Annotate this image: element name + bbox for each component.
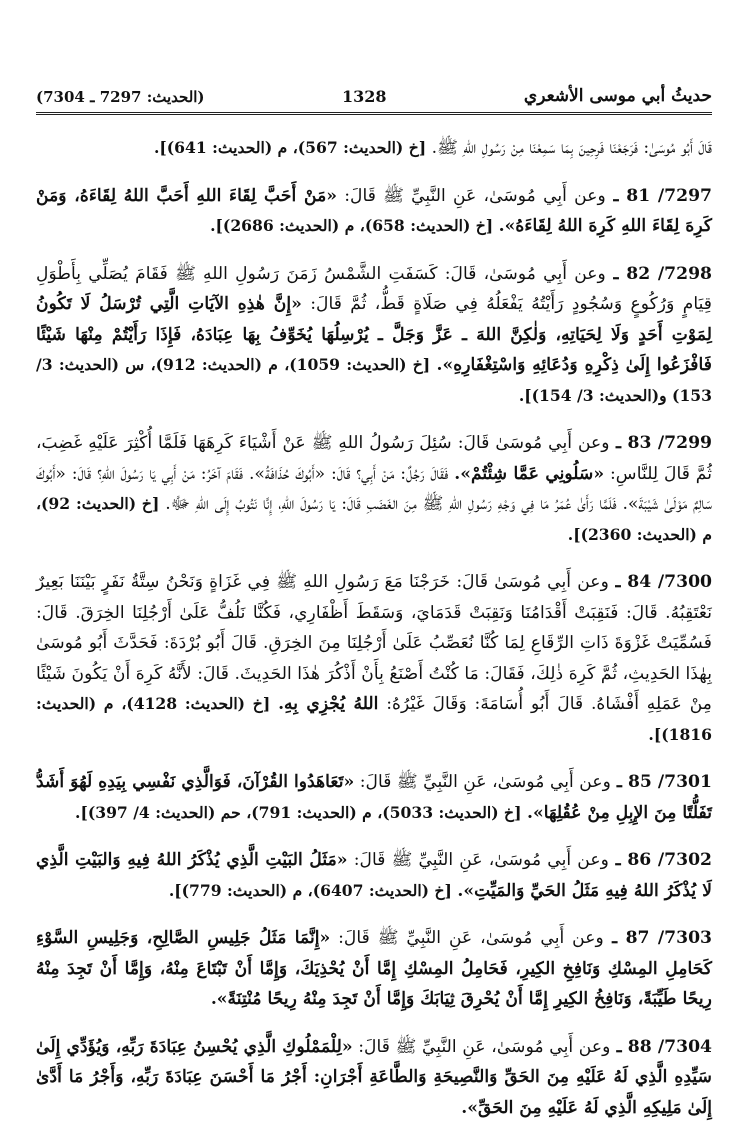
- hadith-paragraph: [36, 923, 712, 1015]
- hadith-paragraph: [36, 767, 712, 828]
- narration-text: وعن أَبِي مُوسَىٰ قَالَ: سُئِلَ رَسُولُ اللهِ ﷺ عَنْ أَشْيَاءَ كَرِهَهَا فَلَمَّا أُكْثِرَ عَلَيْهِ غَضِبَ، ثُمَّ قَالَ لِلنَّاسِ:: [36, 433, 712, 484]
- hadith-paragraph: [36, 133, 712, 164]
- hadith-quote: «لِلْمَمْلُوكِ الَّذِي يُحْسِنُ عِبَادَةَ رَبِّهِ، وَيُؤَدِّي إِلَىٰ سَيِّدِهِ الَّذِي لَهُ عَلَيْهِ مِنَ الحَقِّ وَالنَّصِيحَةِ وَالطَّاعَةِ أَجْرَانِ: أَجْرُ مَا أَحْسَنَ عِبَادَةَ رَبِّهِ، وَأَجْرُ مَا أَدَّىٰ إِلَىٰ مَلِيكِهِ الَّذِي لَهُ عَلَيْهِ مِنَ الحَقِّ».: [36, 1037, 712, 1118]
- hadith-quote: «إِنَّ هٰذِهِ الآيَاتِ الَّتِي تُرْسَلُ لَا تَكُونُ لِمَوْتِ أَحَدٍ وَلَا لِحَيَاتِهِ، وَلٰكِنَّ اللهَ ـ عَزَّ وَجَلَّ ـ يُرْسِلُهَا يُخَوِّفُ بِهَا عِبَادَهُ، فَإِذَا رَأَيْتُمْ مِنْهَا شَيْئًا فَافْزَعُوا إِلَىٰ ذِكْرِهِ وَدُعَائِهِ وَاسْتِغْفَارِهِ».: [36, 294, 712, 375]
- hadith-paragraph: [36, 259, 712, 412]
- hadith-quote: «سَلُونِي عَمَّا شِئْتُمْ».: [454, 464, 604, 484]
- hadith-quote: «إِنَّمَا مَثَلُ جَلِيسِ الصَّالِحِ، وَجَلِيسِ السَّوْءِ كَحَامِلِ المِسْكِ وَنَافِخِ الكِيرِ، فَحَامِلُ المِسْكِ إِمَّا أَنْ يُحْذِيَكَ، وَإِمَّا أَنْ تَبْتَاعَ مِنْهُ، وَإِمَّا أَنْ تَجِدَ مِنْهُ رِيحًا طَيِّبَةً، وَنَافِخُ الكِيرِ إِمَّا أَنْ يُحْرِقَ ثِيَابَكَ وَإِمَّا أَنْ تَجِدَ مِنْهُ رِيحًا مُنْتِنَةً».: [36, 928, 712, 1009]
- hadith-number: 7302/ 86 ـ: [609, 850, 712, 870]
- hadith-reference: [خ (الحديث: 658)، م (الحديث: 2686)].: [210, 216, 493, 235]
- page-header: [36, 78, 712, 115]
- hadith-number: 7298/ 82 ـ: [606, 264, 712, 284]
- running-title: حديثُ أبي موسى الأشعري: [524, 86, 712, 106]
- hadith-number: 7303/ 87 ـ: [604, 928, 712, 948]
- narration-text: وعن أَبِي مُوسَىٰ، عَنِ النَّبِيِّ ﷺ قَالَ:: [330, 928, 603, 948]
- hadith-quote: «مَنْ أَحَبَّ لِقَاءَ اللهِ أَحَبَّ اللهُ لِقَاءَهُ، وَمَنْ كَرِهَ لِقَاءَ اللهِ كَرِهَ اللهُ لِقَاءَهُ».: [36, 186, 712, 237]
- page-body: [36, 133, 712, 1123]
- hadith-number: 7300/ 84 ـ: [609, 572, 712, 592]
- hadith-paragraph: [36, 567, 712, 750]
- hadith-paragraph: [36, 428, 712, 550]
- hadith-range: (الحديث: 7297 ـ 7304): [36, 88, 205, 106]
- hadith-number: 7297/ 81 ـ: [606, 186, 712, 206]
- hadith-reference: [خ (الحديث: 4128)، م (الحديث: 1816)].: [36, 694, 712, 744]
- hadith-number: 7301/ 85 ـ: [611, 772, 712, 792]
- hadith-reference: [خ (الحديث: 5033)، م (الحديث: 791)، حم (الحديث: 4/ 397)].: [75, 803, 521, 822]
- narration-text: وعن أَبِي مُوسَىٰ، قَالَ: كَسَفَتِ الشَّمْسُ زَمَنَ رَسُولِ اللهِ ﷺ فَقَامَ يُصَلِّي بِأَطْوَلِ قِيَامٍ وَرُكُوعٍ وَسُجُودٍ رَأَيْتُهُ يَفْعَلُهُ فِي صَلَاةٍ قَطُّ، ثُمَّ قَالَ:: [36, 264, 712, 315]
- hadith-number: 7299/ 83 ـ: [610, 433, 712, 453]
- hadith-reference: [خ (الحديث: 1059)، م (الحديث: 912)، س (الحديث: 3/ 153) و(الحديث: 3/ 154)].: [36, 355, 712, 405]
- hadith-quote: «مَثَلُ البَيْتِ الَّذِي يُذْكَرُ اللهُ فِيهِ وَالبَيْتِ الَّذِي لَا يُذْكَرُ اللهُ فِيهِ مَثَلُ الحَيِّ وَالمَيِّتِ».: [36, 850, 712, 901]
- hadith-quote: اللهُ يُجْزِي بِهِ.: [278, 694, 378, 714]
- hadith-paragraph: [36, 181, 712, 242]
- narration-text: وعن أَبِي مُوسَىٰ، عَنِ النَّبِيِّ ﷺ قَالَ:: [337, 186, 606, 206]
- narration-text: وعن أَبِي مُوسَىٰ، عَنِ النَّبِيِّ ﷺ قَالَ:: [348, 850, 609, 870]
- narration-continuation: [270, 694, 278, 714]
- narration-text: وعن أَبِي مُوسَىٰ، عَنِ النَّبِيِّ ﷺ قَالَ:: [353, 1037, 611, 1057]
- narration-text: قَالَ أَبُو مُوسَىٰ: فَرَجَعْنَا فَرِحِينَ بِمَا سَمِعْنَا مِنْ رَسُولِ اللهِ ﷺ.: [426, 138, 712, 158]
- page-number: 1328: [342, 87, 387, 106]
- hadith-reference: [خ (الحديث: 6407)، م (الحديث: 779)].: [169, 881, 452, 900]
- hadith-reference: [خ (الحديث: 92)، م (الحديث: 2360)].: [36, 494, 712, 544]
- narration-text: وعن أَبِي مُوسَىٰ قَالَ: خَرَجْنَا مَعَ رَسُولِ اللهِ ﷺ فِي غَزَاةٍ وَنَحْنُ سِتَّةُ نَفَرٍ بَيْنَنَا بَعِيرٌ نَعْتَقِبُهُ. قَالَ: فَنَقِبَتْ أَقْدَامُنَا وَنَقِبَتْ قَدَمَايَ، وَسَقَطَ أَظْفَارِي، فَكُنَّا نَلُفُّ عَلَىٰ أَرْجُلِنَا الخِرَقَ. قَالَ: فَسُمِّيَتْ غَزْوَةَ ذَاتِ الرِّقَاعِ لِمَا كُنَّا نُعَصِّبُ عَلَىٰ أَرْجُلِنَا مِنَ الخِرَقِ. قَالَ أَبُو بُرْدَةَ: فَحَدَّثَ أَبُو مُوسَىٰ بِهٰذَا الحَدِيثِ، ثُمَّ كَرِهَ ذٰلِكَ، فَقَالَ: مَا كُنْتُ أَصْنَعُ بِأَنْ أَذْكُرَ هٰذَا الحَدِيثَ. قَالَ: لأَنَّهُ كَرِهَ أَنْ يَكُونَ شَيْئًا مِنْ عَمَلِهِ أَفْشَاهُ. قَالَ أَبُو أُسَامَةَ: وَقَالَ غَيْرُهُ:: [36, 572, 712, 714]
- hadith-number: 7304/ 88 ـ: [610, 1037, 712, 1057]
- narration-continuation: فَقَالَ رَجُلٌ: مَنْ أَبِي؟ قَالَ: «أَبُوكَ حُذَافَةُ». فَقَامَ آخَرُ: مَنْ أَبِي يَا رَسُولَ اللهِ؟ قَالَ: «أَبُوكَ سَالِمٌ مَوْلَىٰ شَيْبَةَ». فَلَمَّا رَأَىٰ عُمَرُ مَا فِي وَجْهِ رَسُولِ اللهِ ﷺ مِنَ الغَضَبِ قَالَ: يَا رَسُولَ اللهِ، إِنَّا نَتُوبُ إِلَى اللهِ ﷻ.: [36, 464, 712, 515]
- hadith-reference: [خ (الحديث: 567)، م (الحديث: 641)].: [154, 138, 426, 157]
- narration-text: وعن أَبِي مُوسَىٰ، عَنِ النَّبِيِّ ﷺ قَالَ:: [354, 772, 611, 792]
- hadith-paragraph: [36, 1032, 712, 1123]
- hadith-paragraph: [36, 845, 712, 906]
- hadith-quote: «تَعَاهَدُوا القُرْآنَ، فَوَالَّذِي نَفْسِي بِيَدِهِ لَهُوَ أَشَدُّ تَفَلُّتًا مِنَ الإِبِلِ مِنْ عُقُلِهَا».: [36, 772, 712, 823]
